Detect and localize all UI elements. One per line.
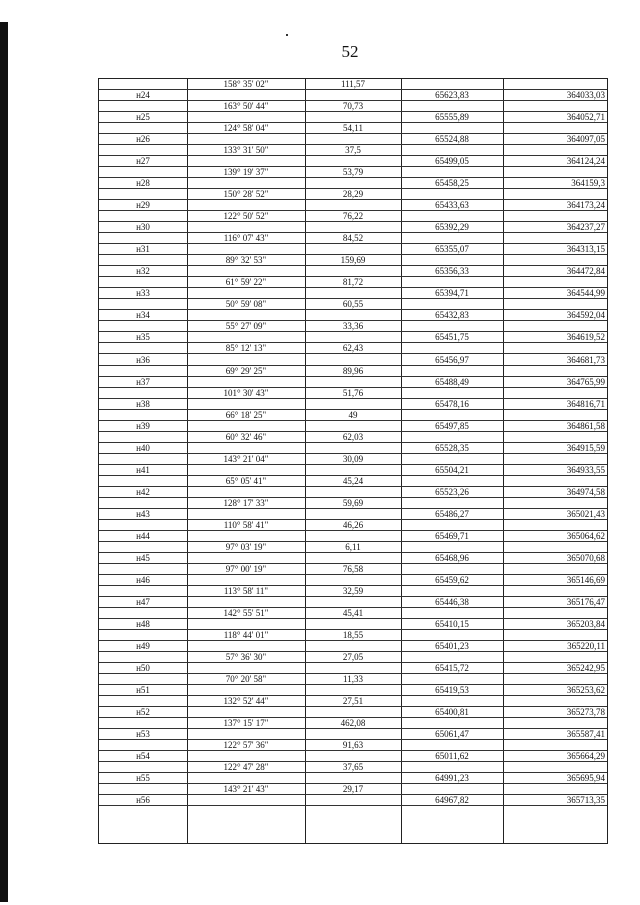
- segment-length: 62,03: [342, 431, 364, 442]
- segment-row: [99, 343, 607, 354]
- segment-row: [99, 277, 607, 288]
- x-coordinate: 65468,96: [435, 552, 469, 563]
- scan-edge-bar: [0, 22, 8, 902]
- direction-angle: 132° 52' 44": [223, 696, 269, 707]
- direction-angle: 139° 19' 37": [223, 167, 269, 178]
- point-id: н49: [136, 641, 150, 652]
- segment-row: [99, 564, 607, 575]
- segment-row: [99, 586, 607, 597]
- direction-angle: 61° 59' 22": [225, 277, 267, 288]
- y-coordinate: 365064,62: [566, 530, 605, 541]
- y-coordinate: 364033,03: [566, 90, 605, 101]
- point-id: н55: [136, 773, 150, 784]
- point-row: [99, 222, 607, 233]
- segment-length: 54,11: [343, 123, 363, 134]
- point-id: н56: [136, 795, 150, 806]
- segment-length: 28,29: [342, 189, 364, 200]
- point-row: [99, 421, 607, 432]
- x-coordinate: 65410,15: [435, 618, 469, 629]
- y-coordinate: 365203,84: [566, 618, 605, 629]
- direction-angle: 158° 35' 02": [223, 79, 269, 90]
- segment-row: [99, 123, 607, 134]
- point-row: [99, 134, 607, 145]
- segment-row: [99, 299, 607, 310]
- point-id: н28: [136, 178, 150, 189]
- direction-angle: 66° 18' 25": [225, 409, 267, 420]
- direction-angle: 101° 30' 43": [223, 387, 269, 398]
- point-id: н43: [136, 508, 150, 519]
- point-row: [99, 619, 607, 630]
- point-id: н24: [136, 90, 150, 101]
- direction-angle: 50° 59' 08": [225, 299, 267, 310]
- segment-length: 76,22: [342, 211, 364, 222]
- y-coordinate: 364159,3: [571, 178, 605, 189]
- segment-length: 76,58: [342, 563, 364, 574]
- point-id: н46: [136, 574, 150, 585]
- point-row: [99, 244, 607, 255]
- x-coordinate: 65469,71: [435, 530, 469, 541]
- point-row: [99, 487, 607, 498]
- direction-angle: 85° 12' 13": [225, 343, 267, 354]
- direction-angle: 55° 27' 09": [225, 321, 267, 332]
- segment-row: [99, 652, 607, 663]
- y-coordinate: 364974,58: [566, 486, 605, 497]
- segment-row: [99, 167, 607, 178]
- y-coordinate: 365146,69: [566, 574, 605, 585]
- x-coordinate: 65433,63: [435, 200, 469, 211]
- segment-length: 60,55: [342, 299, 364, 310]
- point-row: [99, 575, 607, 586]
- segment-row: [99, 696, 607, 707]
- x-coordinate: 65446,38: [435, 596, 469, 607]
- segment-row: [99, 498, 607, 509]
- point-id: н45: [136, 552, 150, 563]
- direction-angle: 143° 21' 43": [223, 784, 269, 795]
- point-id: н48: [136, 618, 150, 629]
- y-coordinate: 364472,84: [566, 266, 605, 277]
- direction-angle: 118° 44' 01": [223, 630, 269, 641]
- point-id: н50: [136, 663, 150, 674]
- point-id: н29: [136, 200, 150, 211]
- segment-length: 49: [348, 409, 358, 420]
- point-id: н30: [136, 222, 150, 233]
- x-coordinate: 65356,33: [435, 266, 469, 277]
- page-number: 52: [341, 42, 359, 61]
- x-coordinate: 65623,83: [435, 90, 469, 101]
- segment-row: [99, 101, 607, 112]
- y-coordinate: 365242,95: [566, 663, 605, 674]
- point-row: [99, 355, 607, 366]
- segment-row: [99, 630, 607, 641]
- point-row: [99, 707, 607, 718]
- y-coordinate: 364592,04: [566, 310, 605, 321]
- direction-angle: 143° 21' 04": [223, 453, 269, 464]
- direction-angle: 122° 47' 28": [223, 762, 269, 773]
- y-coordinate: 364816,71: [566, 398, 605, 409]
- segment-row: [99, 189, 607, 200]
- segment-row: [99, 674, 607, 685]
- y-coordinate: 364619,52: [566, 332, 605, 343]
- y-coordinate: 365253,62: [566, 685, 605, 696]
- direction-angle: 163° 50' 44": [223, 101, 269, 112]
- x-coordinate: 65524,88: [435, 134, 469, 145]
- point-id: н31: [136, 244, 150, 255]
- y-coordinate: 365273,78: [566, 707, 605, 718]
- x-coordinate: 65486,27: [435, 508, 469, 519]
- segment-row: [99, 233, 607, 244]
- segment-length: 27,05: [342, 652, 364, 663]
- x-coordinate: 65488,49: [435, 376, 469, 387]
- x-coordinate: 65394,71: [435, 288, 469, 299]
- x-coordinate: 65458,25: [435, 178, 469, 189]
- segment-row: [99, 520, 607, 531]
- x-coordinate: 65497,85: [435, 420, 469, 431]
- y-coordinate: 365070,68: [566, 552, 605, 563]
- point-id: н53: [136, 729, 150, 740]
- y-coordinate: 364237,27: [566, 222, 605, 233]
- direction-angle: 116° 07' 43": [223, 233, 269, 244]
- x-coordinate: 65523,26: [435, 486, 469, 497]
- direction-angle: 60° 32' 46": [225, 431, 267, 442]
- scan-speck: [286, 34, 288, 36]
- direction-angle: 57° 36' 30": [225, 652, 267, 663]
- point-row: [99, 332, 607, 343]
- point-id: н34: [136, 310, 150, 321]
- segment-length: 11,33: [343, 674, 363, 685]
- point-id: н36: [136, 354, 150, 365]
- segment-length: 159,69: [340, 255, 366, 266]
- x-coordinate: 65419,53: [435, 685, 469, 696]
- y-coordinate: 364933,55: [566, 464, 605, 475]
- segment-row: [99, 542, 607, 553]
- point-id: н47: [136, 596, 150, 607]
- point-id: н27: [136, 156, 150, 167]
- x-coordinate: 65400,81: [435, 707, 469, 718]
- point-id: н33: [136, 288, 150, 299]
- x-coordinate: 65528,35: [435, 442, 469, 453]
- x-coordinate: 65456,97: [435, 354, 469, 365]
- point-id: н39: [136, 420, 150, 431]
- segment-length: 37,65: [342, 762, 364, 773]
- x-coordinate: 65061,47: [435, 729, 469, 740]
- point-id: н35: [136, 332, 150, 343]
- segment-row: [99, 145, 607, 156]
- y-coordinate: 365176,47: [566, 596, 605, 607]
- y-coordinate: 364765,99: [566, 376, 605, 387]
- segment-length: 70,73: [342, 101, 364, 112]
- coordinates-table: [98, 78, 608, 844]
- y-coordinate: 365587,41: [566, 729, 605, 740]
- x-coordinate: 65415,72: [435, 663, 469, 674]
- point-id: н52: [136, 707, 150, 718]
- segment-length: 84,52: [342, 233, 364, 244]
- y-coordinate: 365021,43: [566, 508, 605, 519]
- direction-angle: 69° 29' 25": [225, 365, 267, 376]
- direction-angle: 137° 15' 17": [223, 718, 269, 729]
- segment-length: 30,09: [342, 453, 364, 464]
- point-row: [99, 443, 607, 454]
- y-coordinate: 364915,59: [566, 442, 605, 453]
- point-id: н32: [136, 266, 150, 277]
- segment-row: [99, 608, 607, 619]
- direction-angle: 124° 58' 04": [223, 123, 269, 134]
- point-row: [99, 200, 607, 211]
- segment-length: 51,76: [342, 387, 364, 398]
- point-row: [99, 597, 607, 608]
- segment-row: [99, 476, 607, 487]
- direction-angle: 122° 57' 36": [223, 740, 269, 751]
- direction-angle: 97° 03' 19": [225, 541, 267, 552]
- y-coordinate: 365220,11: [567, 641, 605, 652]
- segment-row: [99, 79, 607, 90]
- point-id: н42: [136, 486, 150, 497]
- point-row: [99, 266, 607, 277]
- point-row: [99, 685, 607, 696]
- point-row: [99, 531, 607, 542]
- segment-row: [99, 255, 607, 266]
- segment-length: 81,72: [342, 277, 364, 288]
- segment-row: [99, 740, 607, 751]
- x-coordinate: 65555,89: [435, 112, 469, 123]
- segment-length: 62,43: [342, 343, 364, 354]
- point-id: н44: [136, 530, 150, 541]
- point-id: н41: [136, 464, 150, 475]
- x-coordinate: 65478,16: [435, 398, 469, 409]
- segment-length: 18,55: [342, 630, 364, 641]
- point-row: [99, 465, 607, 476]
- y-coordinate: 365713,35: [566, 795, 605, 806]
- point-row: [99, 399, 607, 410]
- x-coordinate: 65392,29: [435, 222, 469, 233]
- segment-length: 53,79: [342, 167, 364, 178]
- segment-length: 37,5: [345, 145, 361, 156]
- segment-row: [99, 454, 607, 465]
- point-row: [99, 751, 607, 762]
- row-rule: [99, 805, 607, 806]
- point-row: [99, 663, 607, 674]
- direction-angle: 122° 50' 52": [223, 211, 269, 222]
- y-coordinate: 364681,73: [566, 354, 605, 365]
- x-coordinate: 65499,05: [435, 156, 469, 167]
- segment-length: 462,08: [340, 718, 366, 729]
- direction-angle: 65° 05' 41": [225, 475, 267, 486]
- point-row: [99, 310, 607, 321]
- y-coordinate: 364544,99: [566, 288, 605, 299]
- x-coordinate: 65432,83: [435, 310, 469, 321]
- point-row: [99, 795, 607, 806]
- segment-length: 32,59: [342, 585, 364, 596]
- segment-length: 45,41: [342, 607, 364, 618]
- segment-length: 33,36: [342, 321, 364, 332]
- point-id: н38: [136, 398, 150, 409]
- point-row: [99, 773, 607, 784]
- segment-row: [99, 718, 607, 729]
- segment-length: 6,11: [345, 541, 361, 552]
- x-coordinate: 65355,07: [435, 244, 469, 255]
- y-coordinate: 364124,24: [566, 156, 605, 167]
- x-coordinate: 65011,62: [435, 751, 469, 762]
- x-coordinate: 64967,82: [435, 795, 469, 806]
- segment-length: 89,96: [342, 365, 364, 376]
- direction-angle: 142° 55' 51": [223, 607, 269, 618]
- point-id: н51: [136, 685, 150, 696]
- segment-length: 46,26: [342, 519, 364, 530]
- y-coordinate: 364861,58: [566, 420, 605, 431]
- segment-row: [99, 432, 607, 443]
- point-row: [99, 156, 607, 167]
- point-row: [99, 641, 607, 652]
- direction-angle: 128° 17' 33": [223, 497, 269, 508]
- segment-length: 45,24: [342, 475, 364, 486]
- point-row: [99, 509, 607, 520]
- segment-row: [99, 321, 607, 332]
- point-row: [99, 112, 607, 123]
- direction-angle: 133° 31' 50": [223, 145, 269, 156]
- segment-length: 59,69: [342, 497, 364, 508]
- direction-angle: 89° 32' 53": [225, 255, 267, 266]
- direction-angle: 70° 20' 58": [225, 674, 267, 685]
- segment-row: [99, 388, 607, 399]
- point-row: [99, 178, 607, 189]
- segment-row: [99, 784, 607, 795]
- y-coordinate: 364097,05: [566, 134, 605, 145]
- segment-length: 91,63: [342, 740, 364, 751]
- y-coordinate: 364313,15: [566, 244, 605, 255]
- segment-length: 27,51: [342, 696, 364, 707]
- y-coordinate: 365695,94: [566, 773, 605, 784]
- point-id: н40: [136, 442, 150, 453]
- point-row: [99, 377, 607, 388]
- point-row: [99, 553, 607, 564]
- y-coordinate: 365664,29: [566, 751, 605, 762]
- x-coordinate: 65401,23: [435, 641, 469, 652]
- x-coordinate: 65504,21: [435, 464, 469, 475]
- x-coordinate: 64991,23: [435, 773, 469, 784]
- direction-angle: 113° 58' 11": [223, 585, 269, 596]
- direction-angle: 97° 00' 19": [225, 563, 267, 574]
- point-id: н26: [136, 134, 150, 145]
- point-id: н54: [136, 751, 150, 762]
- direction-angle: 150° 28' 52": [223, 189, 269, 200]
- x-coordinate: 65459,62: [435, 574, 469, 585]
- segment-row: [99, 410, 607, 421]
- point-row: [99, 90, 607, 101]
- segment-row: [99, 366, 607, 377]
- segment-row: [99, 211, 607, 222]
- segment-row: [99, 762, 607, 773]
- y-coordinate: 364173,24: [566, 200, 605, 211]
- point-id: н25: [136, 112, 150, 123]
- direction-angle: 110° 58' 41": [223, 519, 269, 530]
- point-id: н37: [136, 376, 150, 387]
- point-row: [99, 288, 607, 299]
- segment-length: 111,57: [340, 79, 366, 90]
- point-row: [99, 729, 607, 740]
- segment-length: 29,17: [342, 784, 364, 795]
- y-coordinate: 364052,71: [566, 112, 605, 123]
- x-coordinate: 65451,75: [435, 332, 469, 343]
